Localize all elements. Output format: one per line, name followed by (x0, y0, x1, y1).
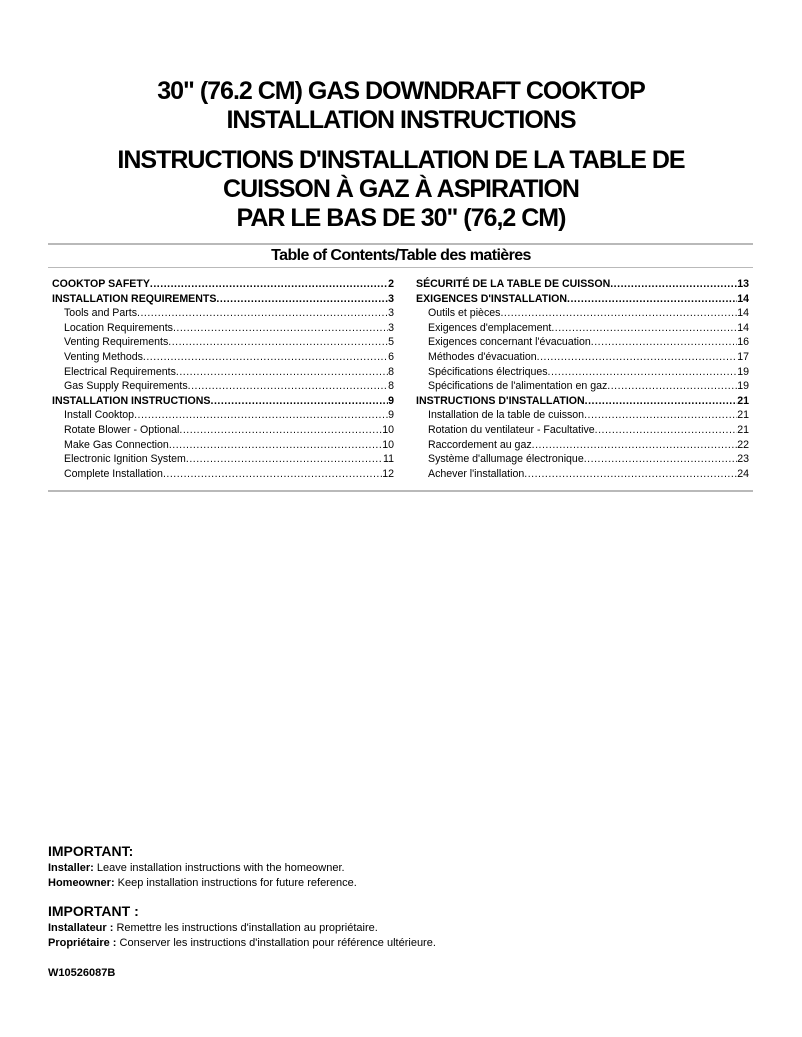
toc-entry[interactable] (416, 452, 749, 467)
proprietaire-text: Conserver les instructions d'installation pour référence ultérieure. (116, 936, 436, 949)
toc-entry-page-number: 5 (388, 336, 394, 349)
toc-entry-label: Make Gas Connection (64, 438, 169, 451)
toc-entry-page-number: 14 (737, 307, 749, 320)
toc-entry[interactable] (52, 365, 394, 380)
toc-entry-page-number: 21 (737, 394, 749, 407)
toc-entry-page-number: 12 (382, 467, 394, 480)
toc-entry-page-number: 16 (737, 336, 749, 349)
toc-dot-leader (186, 452, 383, 467)
toc-entry-page-number: 8 (388, 365, 394, 378)
toc-entry-page-number: 17 (737, 350, 749, 363)
toc-entry-label: Venting Methods (64, 350, 143, 363)
toc-dot-leader (595, 423, 738, 438)
toc-entry[interactable] (52, 292, 394, 307)
toc-entry-label: COOKTOP SAFETY (52, 278, 150, 290)
proprietaire-note (48, 936, 436, 951)
part-number: W10526087B (48, 967, 116, 979)
toc-dot-leader (607, 379, 737, 394)
homeowner-text: Keep installation instructions for future reference. (114, 876, 357, 889)
toc-entry-label: Rotation du ventilateur - Facultative (428, 423, 595, 436)
toc-entry-page-number: 9 (388, 409, 394, 422)
proprietaire-label: Propriétaire : (48, 936, 117, 949)
toc-entry[interactable] (416, 277, 749, 292)
toc-entry-page-number: 21 (737, 409, 749, 422)
toc-dot-leader (137, 306, 388, 321)
toc-entry[interactable] (52, 277, 394, 292)
homeowner-label: Homeowner: (48, 876, 115, 889)
important-notice-english (48, 843, 357, 890)
toc-entry[interactable] (416, 335, 749, 350)
installer-note (48, 861, 357, 876)
toc-heading: Table of Contents/Table des matières (271, 247, 531, 264)
toc-dot-leader (548, 365, 738, 380)
toc-entry-label: Tools and Parts (64, 307, 138, 320)
toc-entry-label: Electronic Ignition System (64, 453, 186, 466)
toc-entry-page-number: 11 (383, 453, 394, 466)
toc-entry[interactable] (416, 321, 749, 336)
toc-entry-page-number: 24 (737, 467, 749, 480)
toc-entry[interactable] (52, 423, 394, 438)
toc-entry-page-number: 3 (388, 292, 394, 305)
toc-entry[interactable] (52, 350, 394, 365)
toc-dot-leader (169, 438, 382, 453)
toc-entry-page-number: 19 (737, 380, 749, 393)
toc-entry[interactable] (416, 438, 749, 453)
toc-entry-label: Système d'allumage électronique (428, 453, 584, 466)
toc-entry-label: Spécifications de l'alimentation en gaz (428, 380, 608, 393)
toc-dot-leader (134, 408, 388, 423)
toc-entry-label: INSTALLATION INSTRUCTIONS (52, 394, 211, 407)
toc-entry-page-number: 13 (737, 278, 749, 290)
toc-entry-page-number: 19 (737, 365, 749, 378)
toc-heading-divider (48, 267, 753, 268)
toc-entry[interactable] (416, 423, 749, 438)
french-title-line-2: CUISSON À GAZ À ASPIRATION (223, 175, 579, 203)
installer-text: Leave installation instructions with the homeowner. (93, 862, 345, 874)
toc-entry-page-number: 21 (737, 423, 749, 436)
french-title-line-1: INSTRUCTIONS D'INSTALLATION DE LA TABLE DE (117, 146, 685, 174)
installateur-label: Installateur : (48, 922, 114, 934)
toc-entry-label: Electrical Requirements (64, 365, 176, 378)
toc-dot-leader (150, 277, 388, 292)
english-title-line-2: INSTALLATION INSTRUCTIONS (226, 106, 576, 134)
toc-entry[interactable] (416, 467, 749, 482)
toc-entry-label: SÉCURITÉ DE LA TABLE DE CUISSON (416, 278, 611, 290)
toc-dot-leader (143, 350, 388, 365)
toc-dot-leader (551, 321, 737, 336)
toc-entry-page-number: 9 (388, 394, 394, 407)
toc-entry-label: Méthodes d'évacuation (428, 350, 537, 363)
toc-entry[interactable] (52, 379, 394, 394)
toc-dot-leader (211, 394, 389, 409)
toc-dot-leader (163, 467, 382, 482)
toc-entry[interactable] (416, 365, 749, 380)
toc-entry[interactable] (52, 335, 394, 350)
installer-label: Installer: (48, 862, 94, 874)
important-heading: IMPORTANT: (48, 843, 134, 859)
toc-entry-label: Exigences d'emplacement (428, 321, 552, 334)
toc-french-column (416, 277, 749, 481)
toc-entry[interactable] (416, 394, 749, 409)
toc-entry[interactable] (416, 408, 749, 423)
toc-entry-label: Exigences concernant l'évacuation (428, 336, 591, 349)
toc-entry-label: Installation de la table de cuisson (428, 409, 585, 422)
toc-entry[interactable] (52, 306, 394, 321)
toc-entry-label: Spécifications électriques (428, 365, 548, 378)
homeowner-note (48, 876, 357, 891)
toc-entry-label: Achever l'installation (428, 467, 525, 480)
toc-entry-label: EXIGENCES D'INSTALLATION (416, 292, 568, 305)
toc-entry[interactable] (416, 379, 749, 394)
toc-english-column (52, 277, 394, 481)
toc-entry[interactable] (416, 306, 749, 321)
toc-entry[interactable] (52, 467, 394, 482)
toc-dot-leader (168, 335, 388, 350)
toc-entry-page-number: 3 (388, 307, 394, 320)
toc-entry-page-number: 22 (737, 438, 749, 451)
toc-dot-leader (537, 350, 738, 365)
french-title-line-3: PAR LE BAS DE 30" (76,2 CM) (236, 204, 566, 232)
toc-entry-label: Install Cooktop (64, 409, 135, 422)
toc-entry-page-number: 3 (388, 321, 394, 334)
toc-entry-page-number: 14 (737, 292, 749, 305)
toc-entry-label: Venting Requirements (64, 336, 169, 349)
toc-dot-leader (584, 408, 737, 423)
toc-dot-leader (176, 365, 388, 380)
toc-entry[interactable] (416, 350, 749, 365)
toc-entry-page-number: 8 (388, 380, 394, 393)
french-title (0, 146, 802, 233)
english-title-line-1: 30" (76.2 CM) GAS DOWNDRAFT COOKTOP (157, 77, 645, 105)
toc-dot-leader (216, 292, 388, 307)
toc-entry-label: INSTALLATION REQUIREMENTS (52, 292, 217, 305)
toc-entry-label: Raccordement au gaz (428, 438, 532, 451)
toc-dot-leader (500, 306, 737, 321)
toc-entry-page-number: 10 (382, 423, 394, 436)
installateur-text: Remettre les instructions d'installation au propriétaire. (113, 922, 378, 934)
important-heading-fr: IMPORTANT : (48, 903, 139, 919)
toc-entry-label: Location Requirements (64, 321, 173, 334)
toc-entry-label: Gas Supply Requirements (64, 380, 188, 393)
english-title (0, 77, 802, 135)
toc-entry-page-number: 23 (737, 453, 749, 466)
toc-entry-label: Complete Installation (64, 467, 163, 480)
toc-bottom-divider (48, 490, 753, 492)
toc-entry[interactable] (52, 452, 394, 467)
installateur-note (48, 921, 436, 936)
toc-entry[interactable] (52, 394, 394, 409)
toc-entry[interactable] (52, 438, 394, 453)
toc-entry-page-number: 6 (388, 350, 394, 363)
toc-dot-leader (173, 321, 388, 336)
toc-dot-leader (591, 335, 737, 350)
toc-entry[interactable] (52, 321, 394, 336)
toc-entry-page-number: 14 (737, 321, 749, 334)
toc-entry-page-number: 2 (388, 278, 394, 290)
important-notice-french (48, 903, 436, 950)
toc-dot-leader (179, 423, 382, 438)
toc-dot-leader (584, 452, 737, 467)
toc-entry[interactable] (416, 292, 749, 307)
toc-dot-leader (532, 438, 738, 453)
toc-entry-page-number: 10 (382, 438, 394, 451)
toc-dot-leader (610, 277, 737, 292)
toc-entry-label: Outils et pièces (428, 307, 501, 320)
toc-dot-leader (567, 292, 737, 307)
toc-entry[interactable] (52, 408, 394, 423)
toc-dot-leader (524, 467, 737, 482)
toc-dot-leader (585, 394, 738, 409)
toc-entry-label: INSTRUCTIONS D'INSTALLATION (416, 394, 585, 407)
toc-dot-leader (188, 379, 388, 394)
toc-entry-label: Rotate Blower - Optional (64, 423, 180, 436)
